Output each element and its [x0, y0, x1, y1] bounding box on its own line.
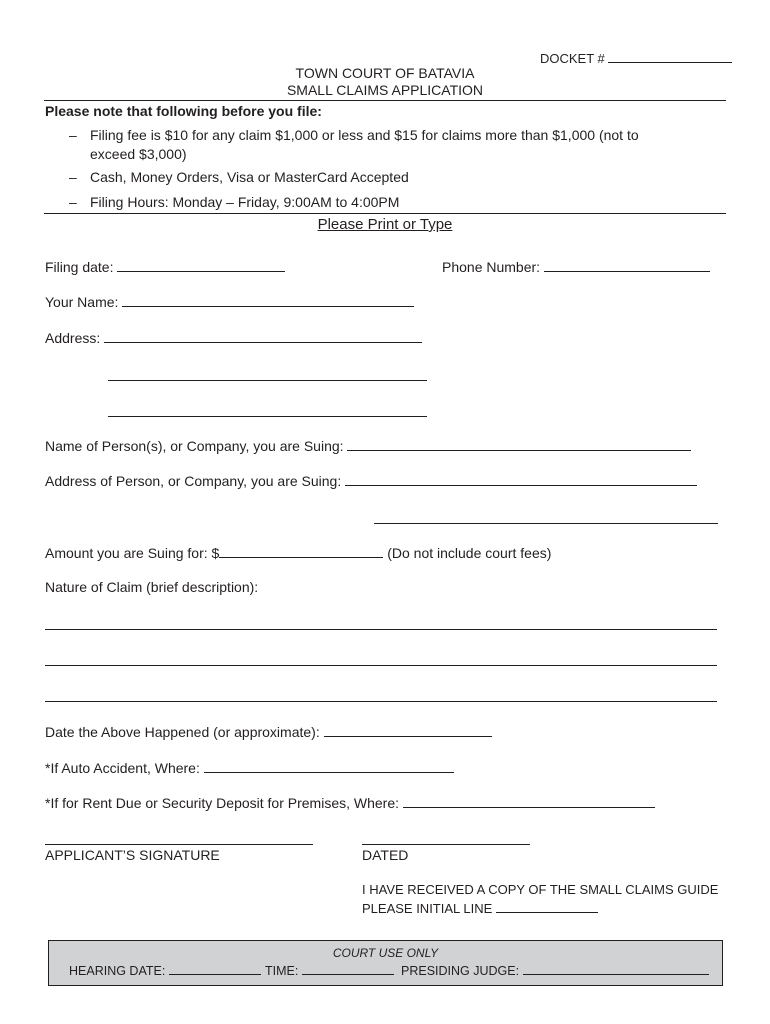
your-name-field[interactable] — [45, 292, 414, 310]
nature-line-1[interactable] — [45, 629, 717, 630]
notes-list — [45, 126, 725, 212]
address-line-2[interactable] — [108, 380, 427, 381]
print-instruction: Please Print or Type — [317, 216, 453, 233]
docket-line[interactable] — [608, 48, 732, 63]
amount-field[interactable] — [45, 543, 551, 561]
dash-bullet: – — [69, 169, 77, 185]
rent-due-field[interactable] — [45, 793, 655, 811]
rent-due-line[interactable] — [403, 793, 655, 808]
auto-accident-label: *If Auto Accident, Where: — [45, 760, 200, 776]
auto-accident-field[interactable] — [45, 758, 454, 776]
presiding-judge-line[interactable] — [523, 963, 709, 975]
hearing-date-field[interactable] — [69, 963, 261, 978]
dash-bullet: – — [69, 127, 77, 143]
court-use-box — [48, 940, 723, 986]
hearing-date-label: HEARING DATE: — [69, 964, 166, 978]
docket-field[interactable] — [540, 48, 732, 66]
address-suing-label: Address of Person, or Company, you are Suing: — [45, 473, 342, 489]
notes-heading: Please note that following before you file: — [45, 103, 322, 119]
amount-note: (Do not include court fees) — [387, 545, 552, 561]
dated-line[interactable] — [362, 844, 530, 845]
address-line-1[interactable] — [104, 328, 422, 343]
initial-label: PLEASE INITIAL LINE — [362, 901, 493, 916]
time-field[interactable] — [265, 963, 394, 978]
note-text: Filing fee is $10 for any claim $1,000 or less and $15 for claims more than $1,000 (not to exceed $3,000) — [90, 127, 639, 162]
address-label: Address: — [45, 330, 101, 346]
nature-line-3[interactable] — [45, 701, 717, 702]
form-title: SMALL CLAIMS APPLICATION — [286, 82, 484, 98]
time-label: TIME: — [265, 964, 299, 978]
phone-number-label: Phone Number: — [442, 259, 541, 275]
signature-line[interactable] — [45, 844, 313, 845]
presiding-judge-field[interactable] — [401, 963, 709, 978]
filing-date-line[interactable] — [117, 257, 285, 272]
presiding-judge-label: PRESIDING JUDGE: — [401, 964, 520, 978]
dated-label: DATED — [362, 847, 409, 863]
address-suing-line-1[interactable] — [345, 471, 697, 486]
amount-label: Amount you are Suing for: $ — [45, 545, 220, 561]
filing-date-field[interactable] — [45, 257, 285, 275]
notes-rule — [44, 213, 726, 214]
address-suing-field[interactable] — [45, 471, 697, 489]
date-happened-field[interactable] — [45, 722, 492, 740]
court-use-title: COURT USE ONLY — [332, 946, 439, 960]
filing-date-label: Filing date: — [45, 259, 114, 275]
date-happened-label: Date the Above Happened (or approximate): — [45, 724, 320, 740]
header-rule — [44, 100, 726, 101]
address-line-3[interactable] — [108, 416, 427, 417]
name-suing-line[interactable] — [347, 436, 691, 451]
note-text: Filing Hours: Monday – Friday, 9:00AM to 4:00PM — [90, 194, 400, 210]
docket-label: DOCKET # — [540, 51, 605, 66]
court-name: TOWN COURT OF BATAVIA — [295, 65, 475, 81]
date-happened-line[interactable] — [324, 722, 492, 737]
hearing-date-line[interactable] — [169, 963, 261, 975]
applicant-signature-label: APPLICANT’S SIGNATURE — [45, 847, 220, 863]
phone-number-field[interactable] — [442, 257, 710, 275]
phone-number-line[interactable] — [544, 257, 710, 272]
your-name-label: Your Name: — [45, 294, 119, 310]
auto-accident-line[interactable] — [204, 758, 454, 773]
time-line[interactable] — [302, 963, 394, 975]
note-text: Cash, Money Orders, Visa or MasterCard Accepted — [90, 169, 409, 185]
guide-statement: I HAVE RECEIVED A COPY OF THE SMALL CLAIMS GUIDE — [362, 882, 719, 897]
amount-line[interactable] — [219, 543, 383, 558]
rent-due-label: *If for Rent Due or Security Deposit for Premises, Where: — [45, 795, 400, 811]
nature-line-2[interactable] — [45, 665, 717, 666]
address-suing-line-2[interactable] — [374, 523, 718, 524]
dash-bullet: – — [69, 194, 77, 210]
initial-line[interactable] — [496, 900, 598, 913]
your-name-line[interactable] — [122, 292, 414, 307]
nature-label: Nature of Claim (brief description): — [45, 579, 259, 595]
note-item — [45, 193, 725, 212]
note-item — [45, 168, 725, 187]
initial-field[interactable] — [362, 900, 598, 916]
name-suing-label: Name of Person(s), or Company, you are Suing: — [45, 438, 344, 454]
name-suing-field[interactable] — [45, 436, 691, 454]
address-field[interactable] — [45, 328, 422, 346]
note-item — [45, 126, 725, 164]
